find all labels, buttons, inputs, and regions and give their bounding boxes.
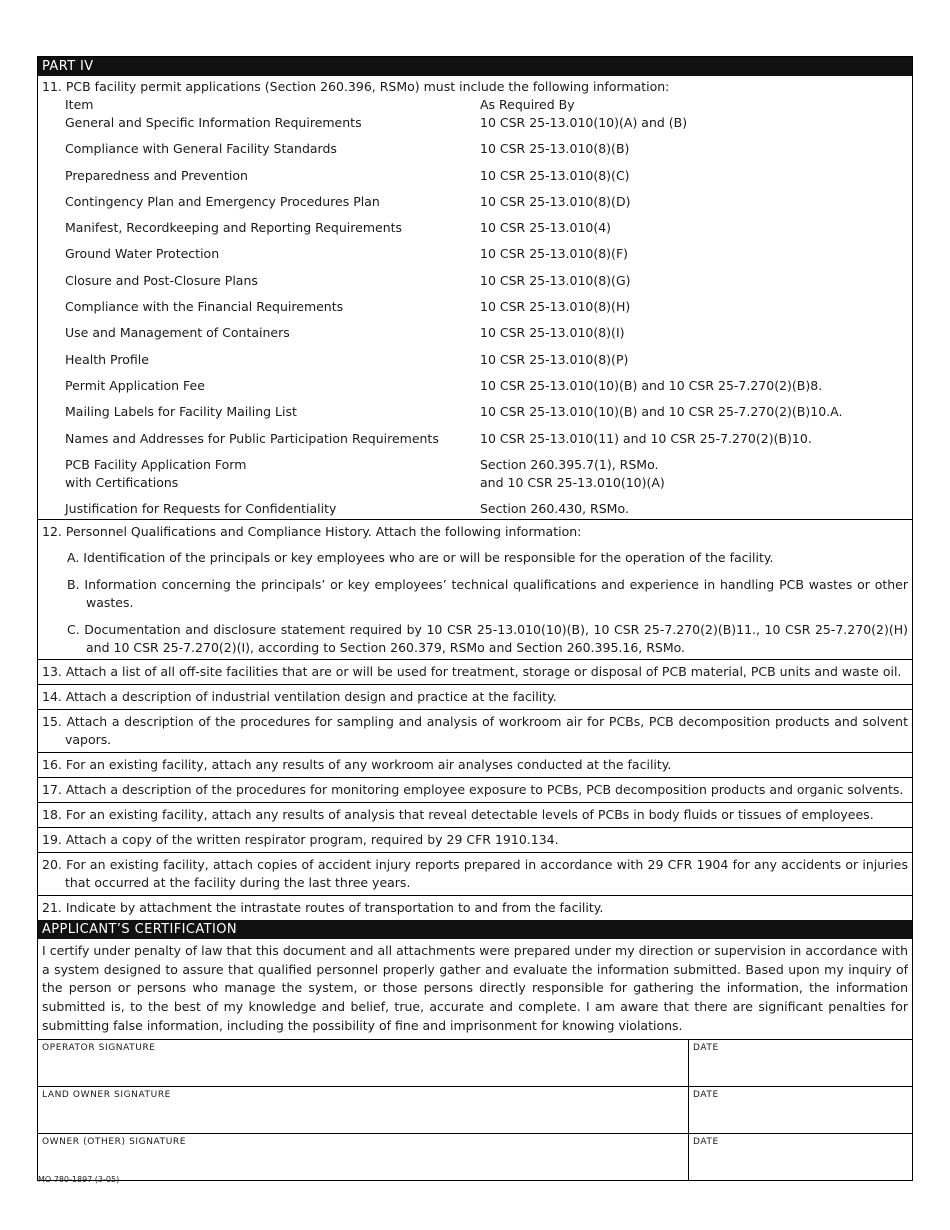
row-required-by: 10 CSR 25-13.010(8)(B) bbox=[480, 141, 630, 157]
column-header-item: Item bbox=[65, 97, 94, 112]
row-required-by: 10 CSR 25-13.010(8)(C) bbox=[480, 167, 630, 183]
row-required-by: 10 CSR 25-13.010(8)(D) bbox=[480, 193, 631, 209]
row-required-by bbox=[480, 456, 908, 492]
section-12-item-a: A. Identification of the principals or key employees who are or will be responsible for the operation of the facility. bbox=[67, 550, 774, 566]
certification-statement: I certify under penalty of law that this document and all attachments were prepared under my direction or supervision in accordance with a system designed to assure that qualified personnel properly gather and evaluate the information submitted. Based upon my inquiry of the person or persons who manage the system, or those persons directly responsible for gathering the information, the information submitted is, to the best of my knowledge and belief, true, accurate and complete. I am aware that there are significant penalties for submitting false information, including the possibility of fine and imprisonment for knowing violations. bbox=[42, 943, 908, 1033]
table-row bbox=[65, 456, 908, 492]
operator-signature-label: OPERATOR SIGNATURE bbox=[42, 1043, 156, 1054]
row-item: Justification for Requests for Confidentiality bbox=[65, 501, 337, 517]
owner-other-signature-label: OWNER (OTHER) SIGNATURE bbox=[42, 1137, 187, 1148]
row-item: Compliance with General Facility Standards bbox=[65, 141, 337, 157]
row-required-by: 10 CSR 25-13.010(10)(B) and 10 CSR 25-7.270(2)(B)10.A. bbox=[480, 404, 843, 420]
owner-other-date-field[interactable] bbox=[689, 1134, 912, 1180]
row-required-by: 10 CSR 25-13.010(10)(A) and (B) bbox=[480, 115, 688, 130]
section-14: 14. Attach a description of industrial ventilation design and practice at the facility. bbox=[38, 684, 912, 709]
section-17: 17. Attach a description of the procedures for monitoring employee exposure to PCBs, PCB decomposition products and organic solvents. bbox=[38, 777, 912, 802]
row-item: Mailing Labels for Facility Mailing List bbox=[65, 404, 297, 420]
section-20: 20. For an existing facility, attach copies of accident injury reports prepared in accordance with 29 CFR 1904 for any accidents or injuries that occurred at the facility during the last three years. bbox=[38, 852, 912, 895]
requirements-table bbox=[65, 96, 908, 518]
row-required-by: 10 CSR 25-13.010(8)(G) bbox=[480, 272, 631, 288]
row-required-by: 10 CSR 25-13.010(8)(P) bbox=[480, 351, 629, 367]
section-13: 13. Attach a list of all off-site facilities that are or will be used for treatment, storage or disposal of PCB material, PCB units and waste oil. bbox=[38, 659, 912, 684]
row-item: Manifest, Recordkeeping and Reporting Requirements bbox=[65, 220, 403, 236]
table-row bbox=[65, 193, 908, 211]
section-16: 16. For an existing facility, attach any results of any workroom air analyses conducted at the facility. bbox=[38, 752, 912, 777]
form-page-part-iv bbox=[37, 56, 913, 1181]
row-required-by: Section 260.430, RSMo. bbox=[480, 501, 629, 517]
section-12 bbox=[38, 519, 912, 659]
row-required-by-line: and 10 CSR 25-13.010(10)(A) bbox=[480, 474, 665, 490]
table-row bbox=[65, 500, 908, 518]
row-item: Contingency Plan and Emergency Procedures Plan bbox=[65, 193, 380, 209]
section-12-item-c: C. Documentation and disclosure statement required by 10 CSR 25-13.010(10)(B), 10 CSR 25-7.270(2)(B)11., 10 CSR 25-7.270(2)(H) and 10 CSR 25-7.270(2)(I), according to Section 260.379, RSMo and Section 260.395.16, RSMo. bbox=[67, 622, 908, 656]
row-item: Closure and Post-Closure Plans bbox=[65, 272, 258, 288]
form-number: MO 780-1897 (3-05) bbox=[38, 1175, 120, 1184]
operator-date-field[interactable] bbox=[689, 1040, 912, 1086]
section-19: 19. Attach a copy of the written respirator program, required by 29 CFR 1910.134. bbox=[38, 827, 912, 852]
table-row bbox=[65, 140, 908, 158]
operator-signature-field[interactable] bbox=[38, 1040, 689, 1086]
row-required-by: 10 CSR 25-13.010(10)(B) and 10 CSR 25-7.270(2)(B)8. bbox=[480, 377, 823, 393]
row-item-line: with Certifications bbox=[65, 474, 179, 490]
row-item: Names and Addresses for Public Participation Requirements bbox=[65, 430, 439, 446]
table-row bbox=[65, 430, 908, 448]
row-item-line: PCB Facility Application Form bbox=[65, 456, 247, 472]
row-required-by-line: Section 260.395.7(1), RSMo. bbox=[480, 456, 659, 472]
certification-header: APPLICANT’S CERTIFICATION bbox=[38, 920, 912, 939]
table-row bbox=[65, 298, 908, 316]
row-item: General and Specific Information Requirements bbox=[65, 115, 362, 130]
section-11 bbox=[38, 76, 912, 519]
table-row bbox=[65, 403, 908, 421]
owner-other-signature-row bbox=[38, 1133, 912, 1180]
land-owner-date-field[interactable] bbox=[689, 1087, 912, 1133]
date-label: DATE bbox=[693, 1137, 719, 1148]
row-item: Permit Application Fee bbox=[65, 377, 205, 393]
table-header bbox=[65, 96, 908, 114]
table-row bbox=[65, 272, 908, 290]
row-item bbox=[65, 456, 480, 492]
row-item: Use and Management of Containers bbox=[65, 325, 290, 341]
part-iv-header: PART IV bbox=[38, 57, 912, 76]
row-required-by: 10 CSR 25-13.010(8)(H) bbox=[480, 299, 631, 315]
land-owner-signature-row bbox=[38, 1086, 912, 1133]
land-owner-signature-field[interactable] bbox=[38, 1087, 689, 1133]
row-item: Compliance with the Financial Requirements bbox=[65, 299, 344, 315]
table-row bbox=[65, 114, 908, 132]
table-row bbox=[65, 245, 908, 263]
row-required-by: 10 CSR 25-13.010(11) and 10 CSR 25-7.270(2)(B)10. bbox=[480, 430, 812, 446]
table-row bbox=[65, 377, 908, 395]
table-row bbox=[65, 219, 908, 237]
section-21: 21. Indicate by attachment the intrastate routes of transportation to and from the facility. bbox=[38, 895, 912, 920]
row-required-by: 10 CSR 25-13.010(8)(F) bbox=[480, 246, 629, 262]
land-owner-signature-label: LAND OWNER SIGNATURE bbox=[42, 1090, 171, 1101]
row-item: Preparedness and Prevention bbox=[65, 167, 248, 183]
section-15: 15. Attach a description of the procedures for sampling and analysis of workroom air for PCBs, PCB decomposition products and solvent vapors. bbox=[38, 709, 912, 752]
operator-signature-row bbox=[38, 1039, 912, 1086]
section-12-item-b: B. Information concerning the principals’ or key employees’ technical qualifications and experience in handling PCB wastes or other wastes. bbox=[67, 577, 908, 611]
row-required-by: 10 CSR 25-13.010(4) bbox=[480, 220, 612, 236]
row-item: Health Profile bbox=[65, 351, 149, 367]
row-required-by: 10 CSR 25-13.010(8)(I) bbox=[480, 325, 625, 341]
section-12-intro: 12. Personnel Qualifications and Compliance History. Attach the following information: bbox=[42, 524, 582, 540]
table-row bbox=[65, 351, 908, 369]
table-row bbox=[65, 324, 908, 342]
table-row bbox=[65, 167, 908, 185]
row-item: Ground Water Protection bbox=[65, 246, 220, 262]
owner-other-signature-field[interactable] bbox=[38, 1134, 689, 1180]
column-header-required-by: As Required By bbox=[480, 97, 575, 112]
date-label: DATE bbox=[693, 1090, 719, 1101]
date-label: DATE bbox=[693, 1043, 719, 1054]
section-11-intro: 11. PCB facility permit applications (Section 260.396, RSMo) must include the following information: bbox=[42, 79, 670, 94]
section-18: 18. For an existing facility, attach any results of analysis that reveal detectable levels of PCBs in body fluids or tissues of employees. bbox=[38, 802, 912, 827]
